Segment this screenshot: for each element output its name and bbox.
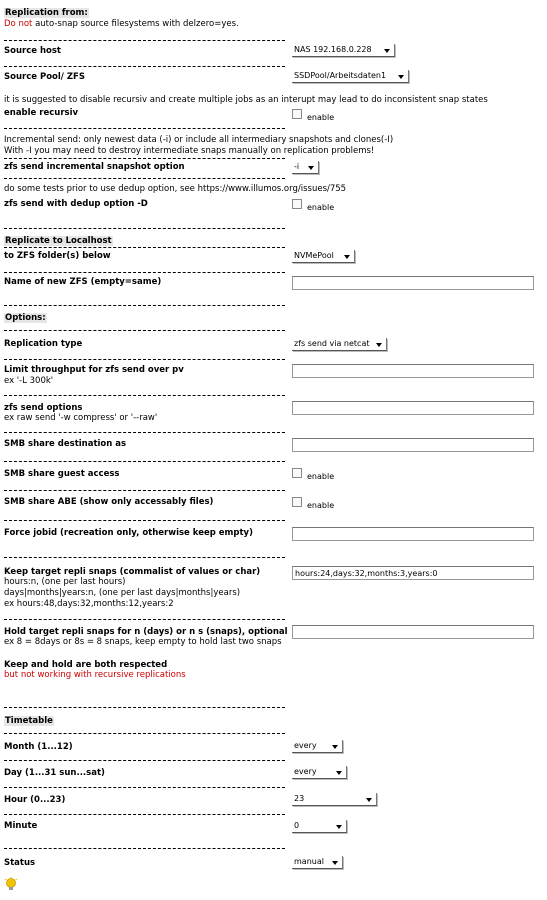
chevron-down-icon bbox=[366, 798, 372, 802]
source-host-value: NAS 192.168.0.228 bbox=[294, 45, 372, 54]
keep-input[interactable]: hours:24,days:32,months:3,years:0 bbox=[292, 566, 534, 580]
chevron-down-icon bbox=[398, 75, 404, 79]
month-label: Month (1...12) bbox=[4, 742, 73, 752]
send-options-label: zfs send options bbox=[4, 403, 83, 413]
minute-select[interactable] bbox=[292, 820, 347, 833]
dedup-checkbox[interactable] bbox=[292, 199, 302, 209]
divider bbox=[4, 814, 285, 815]
divider bbox=[4, 395, 285, 396]
divider bbox=[4, 158, 285, 159]
month-value: every bbox=[294, 741, 317, 750]
divider bbox=[4, 66, 285, 67]
zfs-folder-label: to ZFS folder(s) below bbox=[4, 251, 111, 261]
recursive-enable-label: enable bbox=[307, 113, 335, 122]
keep-hold-note: Keep and hold are both respected bbox=[4, 660, 168, 670]
replication-type-value: zfs send via netcat bbox=[294, 339, 370, 348]
new-zfs-input[interactable] bbox=[292, 276, 534, 290]
incremental-hint-2: With -I you may need to destroy intermediate snaps manually on replication problems! bbox=[4, 146, 375, 156]
source-host-select[interactable] bbox=[292, 44, 395, 57]
divider bbox=[4, 760, 285, 761]
minute-value: 0 bbox=[294, 821, 300, 830]
minute-label: Minute bbox=[4, 821, 38, 831]
dedup-enable-label: enable bbox=[307, 203, 335, 212]
smb-abe-checkbox[interactable] bbox=[292, 497, 302, 507]
divider bbox=[4, 228, 285, 229]
status-value: manual bbox=[294, 857, 324, 866]
dedup-label: zfs send with dedup option -D bbox=[4, 199, 148, 209]
chevron-down-icon bbox=[336, 771, 342, 775]
smb-abe-label: SMB share ABE (show only accessably files) bbox=[4, 497, 214, 507]
divider bbox=[4, 432, 285, 433]
smb-guest-label: SMB share guest access bbox=[4, 469, 120, 479]
day-select[interactable] bbox=[292, 766, 347, 779]
section-title-replicate-to: Replicate to Localhost bbox=[5, 236, 112, 246]
keep-hint-1: hours:n, (one per last hours) bbox=[4, 577, 126, 587]
section-title-replication-from: Replication from: bbox=[5, 8, 88, 18]
divider bbox=[4, 733, 285, 734]
replication-type-select[interactable] bbox=[292, 338, 387, 351]
divider bbox=[4, 359, 285, 360]
notice-text: auto-snap source filesystems with delzero=yes. bbox=[32, 19, 239, 29]
hour-value: 23 bbox=[294, 794, 305, 803]
incremental-value: -i bbox=[294, 162, 300, 171]
chevron-down-icon bbox=[384, 49, 390, 53]
divider bbox=[4, 848, 285, 849]
dedup-hint: do some tests prior to use dedup option, see https://www.illumos.org/issues/755 bbox=[4, 184, 347, 194]
send-options-hint: ex raw send '-w compress' or '--raw' bbox=[4, 413, 158, 423]
recursive-checkbox[interactable] bbox=[292, 109, 302, 119]
limit-label: Limit throughput for zfs send over pv bbox=[4, 365, 184, 375]
chevron-down-icon bbox=[308, 166, 314, 170]
zfs-folder-value: NVMePool bbox=[294, 251, 334, 260]
chevron-down-icon bbox=[336, 825, 342, 829]
divider bbox=[4, 707, 285, 708]
limit-input[interactable] bbox=[292, 364, 534, 378]
day-value: every bbox=[294, 767, 317, 776]
divider bbox=[4, 461, 285, 462]
chevron-down-icon bbox=[332, 861, 338, 865]
divider bbox=[4, 787, 285, 788]
divider bbox=[4, 619, 285, 620]
keep-hint-2: days|months|years:n, (one per last days|months|years) bbox=[4, 588, 241, 598]
recursive-label: enable recursiv bbox=[4, 108, 79, 118]
hold-input[interactable] bbox=[292, 625, 534, 639]
notice-red-text: Do not bbox=[4, 19, 33, 29]
new-zfs-label: Name of new ZFS (empty=same) bbox=[4, 277, 162, 287]
source-pool-label: Source Pool/ ZFS bbox=[4, 72, 85, 82]
send-options-input[interactable] bbox=[292, 401, 534, 415]
force-jobid-label: Force jobid (recreation only, otherwise keep empty) bbox=[4, 528, 253, 538]
hour-select[interactable] bbox=[292, 793, 377, 806]
hour-label: Hour (0...23) bbox=[4, 795, 66, 805]
divider bbox=[4, 40, 285, 41]
divider bbox=[4, 557, 285, 558]
incremental-label: zfs send incremental snapshot option bbox=[4, 162, 185, 172]
zfs-folder-select[interactable] bbox=[292, 250, 355, 263]
chevron-down-icon bbox=[344, 255, 350, 259]
smb-dest-input[interactable] bbox=[292, 438, 534, 452]
smb-abe-enable-label: enable bbox=[307, 501, 335, 510]
keep-label: Keep target repli snaps (commalist of values or char) bbox=[4, 567, 261, 577]
divider bbox=[4, 247, 285, 248]
lightbulb-icon[interactable] bbox=[4, 877, 18, 893]
incremental-hint-1: Incremental send: only newest data (-i) or include all intermediary snapshots and clones(-I) bbox=[4, 135, 394, 145]
divider bbox=[4, 520, 285, 521]
keep-hint-3: ex hours:48,days:32,months:12,years:2 bbox=[4, 599, 174, 609]
divider bbox=[4, 178, 285, 179]
source-pool-select[interactable] bbox=[292, 70, 409, 83]
hold-hint: ex 8 = 8days or 8s = 8 snaps, keep empty to hold last two snaps bbox=[4, 637, 282, 647]
keep-hold-warning: but not working with recursive replications bbox=[4, 670, 186, 680]
section-title-options: Options: bbox=[5, 313, 46, 323]
source-pool-value: SSDPool/Arbeitsdaten1 bbox=[294, 71, 387, 80]
divider bbox=[4, 305, 285, 306]
section-title-timetable: Timetable bbox=[5, 716, 53, 726]
incremental-select[interactable] bbox=[292, 161, 319, 174]
month-select[interactable] bbox=[292, 740, 343, 753]
status-select[interactable] bbox=[292, 856, 343, 869]
day-label: Day (1...31 sun...sat) bbox=[4, 768, 105, 778]
hold-label: Hold target repli snaps for n (days) or n s (snaps), optional bbox=[4, 627, 288, 637]
status-label: Status bbox=[4, 858, 36, 868]
smb-dest-label: SMB share destination as bbox=[4, 439, 127, 449]
chevron-down-icon bbox=[332, 745, 338, 749]
smb-guest-enable-label: enable bbox=[307, 472, 335, 481]
limit-hint: ex '-L 300k' bbox=[4, 376, 54, 386]
replication-type-label: Replication type bbox=[4, 339, 83, 349]
source-host-label: Source host bbox=[4, 46, 61, 56]
recursive-hint: it is suggested to disable recursiv and create multiple jobs as an interupt may lead to do inconsistent snap states bbox=[4, 95, 488, 105]
force-jobid-input[interactable] bbox=[292, 527, 534, 541]
smb-guest-checkbox[interactable] bbox=[292, 468, 302, 478]
divider bbox=[4, 490, 285, 491]
divider bbox=[4, 272, 285, 273]
chevron-down-icon bbox=[376, 343, 382, 347]
divider bbox=[4, 330, 285, 331]
divider bbox=[4, 128, 285, 129]
delzero-notice bbox=[4, 19, 239, 30]
